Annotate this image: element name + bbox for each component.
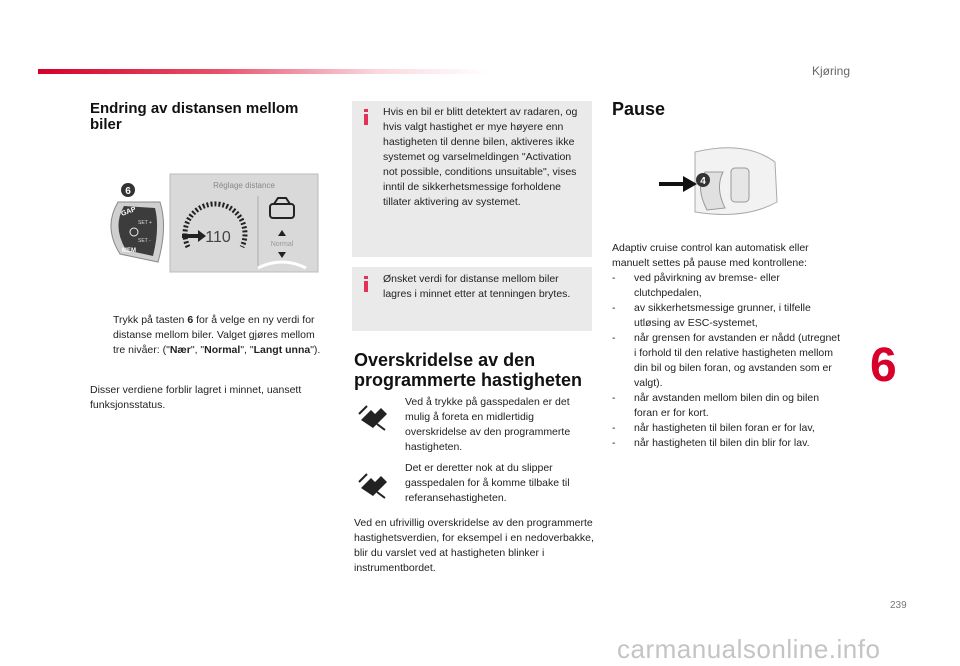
note-memory: Disser verdiene forblir lagret i minnet, uansett funksjonsstatus.: [90, 384, 302, 411]
callout-6: 6: [125, 186, 131, 197]
info-box-memory: [352, 267, 592, 331]
info-radar-text: Hvis en bil er blitt detektert av radaren, og hvis valgt hastighet er mye høyere enn hastigheten til denne bilen, aktiveres ikke systemet og varselmeldingen "Activation not possible, conditions unsuitable", vises inntil de sikkerhetsmessige forholdene tillater aktivering av systemet.: [383, 106, 578, 208]
list-item: - ved påvirkning av bremse- eller clutchpedalen,: [612, 272, 780, 299]
list-item: - når hastigheten til bilen din blir for lav.: [612, 437, 810, 449]
info-icon: [363, 276, 369, 292]
cruise-stalk-figure: [655, 142, 780, 222]
watermark: carmanualsonline.info: [617, 634, 881, 664]
list-item: - av sikkerhetsmessige grunner, i tilfelle utløsing av ESC-systemet,: [612, 302, 811, 329]
info-memory-text: Ønsket verdi for distanse mellom biler lagres i minnet etter at tenningen brytes.: [383, 273, 571, 300]
callout-4: 4: [700, 176, 706, 187]
list-item: - når grensen for avstanden er nådd (utregnet i forhold til den relative hastigheten mellom din bil og bilen foran, og avstanden som er valgt).: [612, 332, 841, 389]
chapter-title: Kjøring: [812, 64, 851, 78]
accelerator-pedal-icon: [357, 402, 389, 432]
screen-title: Réglage distance: [213, 181, 275, 190]
screen-speed: 110: [205, 229, 231, 246]
wheel-label-set-plus: SET +: [138, 220, 152, 226]
pause-intro: Adaptiv cruise control kan automatisk eller manuelt settes på pause med kontrollene:: [612, 242, 809, 269]
info-box-radar: [352, 101, 592, 257]
section-heading-distance: Endring av distansen mellom biler: [90, 100, 299, 133]
section-heading-overspeed: Overskridelse av den programmerte hastigheten: [354, 350, 583, 390]
chapter-number: 6: [870, 339, 897, 392]
accelerator-release-icon: [357, 470, 389, 500]
step-select-distance: Trykk på tasten 6 for å velge en ny verdi for distanse mellom biler. Valget gjøres mellom tre nivåer: ("Nær", "Normal", "Langt unna").: [113, 314, 321, 356]
info-icon: [363, 109, 369, 125]
overspeed-warning-paragraph: Ved en ufrivillig overskridelse av den programmerte hastighetsverdien, for eksempel i en nedoverbakke, blir du varslet ved at hastigheten blinker i instrumentbordet.: [354, 517, 594, 574]
section-heading-pause: Pause: [612, 99, 666, 119]
wheel-label-mem: MEM: [122, 248, 136, 254]
page-number: 239: [890, 600, 907, 611]
overspeed-press-text: Ved å trykke på gasspedalen er det mulig å foreta en midlertidig overskridelse av den programmerte hastigheten.: [405, 396, 571, 453]
header-accent-bar: [38, 69, 488, 74]
list-item: - når avstanden mellom bilen din og bilen foran er for kort.: [612, 392, 820, 419]
screen-mode: Normal: [270, 241, 294, 248]
list-item: - når hastigheten til bilen foran er for lav,: [612, 422, 815, 434]
pause-conditions-list: [612, 271, 844, 451]
wheel-label-set-minus: SET -: [138, 238, 151, 244]
steering-wheel-figure: [98, 172, 320, 274]
overspeed-release-text: Det er deretter nok at du slipper gasspedalen for å komme tilbake til referansehastigheten.: [405, 462, 570, 504]
wheel-label-gap: GAP: [120, 206, 137, 218]
